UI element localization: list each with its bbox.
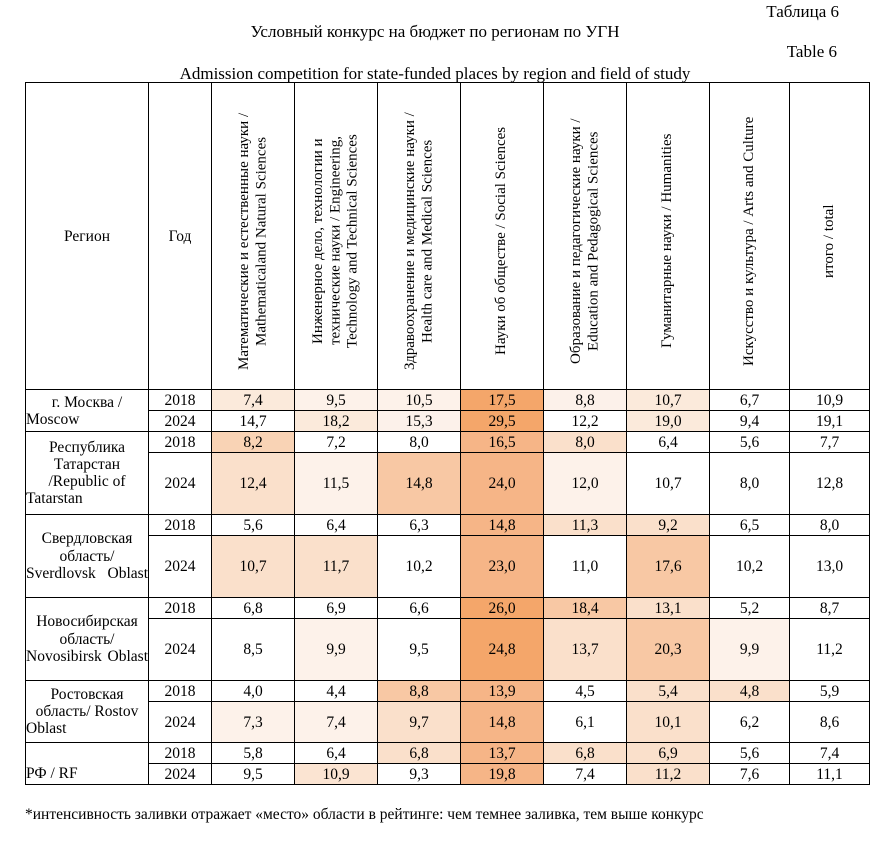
value-cell: 5,6	[710, 432, 790, 453]
value-cell: 10,2	[710, 536, 790, 598]
value-cell: 9,5	[295, 390, 378, 411]
value-cell: 4,4	[295, 681, 378, 702]
value-cell: 19,8	[461, 764, 544, 785]
value-cell: 26,0	[461, 598, 544, 619]
year-cell: 2018	[149, 432, 212, 453]
table-row	[26, 411, 870, 432]
value-cell: 5,9	[790, 681, 870, 702]
value-cell: 8,5	[212, 619, 295, 681]
footnote: *интенсивность заливки отражает «место» области в рейтинге: чем темнее заливка, тем выше конкурс	[25, 806, 704, 823]
value-cell: 13,0	[790, 536, 870, 598]
value-cell: 4,5	[544, 681, 627, 702]
value-cell: 4,0	[212, 681, 295, 702]
value-cell: 7,4	[544, 764, 627, 785]
value-cell: 8,2	[212, 432, 295, 453]
value-cell: 12,0	[544, 453, 627, 515]
table-row	[26, 536, 870, 598]
value-cell: 18,4	[544, 598, 627, 619]
value-cell: 5,6	[710, 743, 790, 764]
value-cell: 6,4	[295, 515, 378, 536]
value-cell: 24,8	[461, 619, 544, 681]
value-cell: 12,4	[212, 453, 295, 515]
value-cell: 8,8	[378, 681, 461, 702]
table-body	[26, 390, 870, 785]
table-row	[26, 681, 870, 702]
value-cell: 14,8	[461, 515, 544, 536]
value-cell: 15,3	[378, 411, 461, 432]
value-cell: 7,4	[295, 702, 378, 743]
year-cell: 2024	[149, 764, 212, 785]
column-header-arts-culture: Искусство и культура / Arts and Culture	[710, 83, 790, 390]
region-name-rf: РФ / RF	[26, 743, 149, 785]
year-cell: 2018	[149, 390, 212, 411]
value-cell: 13,7	[461, 743, 544, 764]
value-cell: 13,9	[461, 681, 544, 702]
year-cell: 2024	[149, 453, 212, 515]
competition-table	[25, 82, 870, 785]
region-name-novosibirsk: Новосибирская область/ Novosibirsk Oblast	[26, 598, 149, 681]
value-cell: 8,0	[378, 432, 461, 453]
year-cell: 2024	[149, 411, 212, 432]
value-cell: 13,7	[544, 619, 627, 681]
value-cell: 8,7	[790, 598, 870, 619]
table-row	[26, 598, 870, 619]
value-cell: 10,5	[378, 390, 461, 411]
value-cell: 6,6	[378, 598, 461, 619]
value-cell: 6,8	[544, 743, 627, 764]
value-cell: 9,3	[378, 764, 461, 785]
value-cell: 7,2	[295, 432, 378, 453]
value-cell: 7,7	[790, 432, 870, 453]
year-cell: 2018	[149, 515, 212, 536]
value-cell: 6,8	[378, 743, 461, 764]
value-cell: 7,3	[212, 702, 295, 743]
table-row	[26, 764, 870, 785]
column-header-natural-sciences: Математические и естественные науки / Mathematicaland Natural Sciences	[212, 83, 295, 390]
region-name-moscow: г. Москва / Moscow	[26, 390, 149, 432]
value-cell: 18,2	[295, 411, 378, 432]
region-name-rostov: Ростовская область/ Rostov Oblast	[26, 681, 149, 743]
value-cell: 20,3	[627, 619, 710, 681]
value-cell: 8,0	[790, 515, 870, 536]
value-cell: 7,6	[710, 764, 790, 785]
value-cell: 9,7	[378, 702, 461, 743]
value-cell: 11,7	[295, 536, 378, 598]
value-cell: 6,4	[627, 432, 710, 453]
year-cell: 2018	[149, 681, 212, 702]
value-cell: 17,6	[627, 536, 710, 598]
column-header-education: Образование и педагогические науки / Education and Pedagogical Sciences	[544, 83, 627, 390]
table-row	[26, 619, 870, 681]
year-cell: 2018	[149, 743, 212, 764]
value-cell: 4,8	[710, 681, 790, 702]
value-cell: 6,2	[710, 702, 790, 743]
year-cell: 2024	[149, 702, 212, 743]
table-row	[26, 743, 870, 764]
year-cell: 2024	[149, 536, 212, 598]
value-cell: 11,5	[295, 453, 378, 515]
value-cell: 23,0	[461, 536, 544, 598]
value-cell: 5,2	[710, 598, 790, 619]
value-cell: 6,8	[212, 598, 295, 619]
value-cell: 6,1	[544, 702, 627, 743]
value-cell: 19,0	[627, 411, 710, 432]
value-cell: 14,7	[212, 411, 295, 432]
value-cell: 10,9	[790, 390, 870, 411]
value-cell: 11,0	[544, 536, 627, 598]
value-cell: 10,1	[627, 702, 710, 743]
value-cell: 12,2	[544, 411, 627, 432]
column-header-total: итого / total	[790, 83, 870, 390]
value-cell: 7,4	[212, 390, 295, 411]
table-row	[26, 515, 870, 536]
value-cell: 9,5	[212, 764, 295, 785]
year-cell: 2024	[149, 619, 212, 681]
value-cell: 10,2	[378, 536, 461, 598]
value-cell: 8,0	[710, 453, 790, 515]
value-cell: 19,1	[790, 411, 870, 432]
column-header-health-care: Здравоохранение и медицинские науки / Health care and Medical Sciences	[378, 83, 461, 390]
region-name-tatarstan: Республика Татарстан /Republic of Tatarstan	[26, 432, 149, 515]
value-cell: 11,2	[790, 619, 870, 681]
table-row	[26, 390, 870, 411]
value-cell: 5,8	[212, 743, 295, 764]
table-title-ru: Условный конкурс на бюджет по регионам по УГН	[250, 22, 620, 41]
column-header-region: Регион	[26, 83, 149, 390]
value-cell: 8,0	[544, 432, 627, 453]
column-header-engineering: Инженерное дело, технологии и технические науки / Engineering, Technology and Technical Sciences	[295, 83, 378, 390]
value-cell: 5,4	[627, 681, 710, 702]
year-cell: 2018	[149, 598, 212, 619]
value-cell: 10,7	[212, 536, 295, 598]
value-cell: 6,3	[378, 515, 461, 536]
value-cell: 5,6	[212, 515, 295, 536]
value-cell: 7,4	[790, 743, 870, 764]
table-number-ru: Таблица 6	[766, 2, 839, 21]
value-cell: 24,0	[461, 453, 544, 515]
value-cell: 16,5	[461, 432, 544, 453]
value-cell: 6,9	[627, 743, 710, 764]
value-cell: 8,8	[544, 390, 627, 411]
value-cell: 10,7	[627, 453, 710, 515]
table-row	[26, 453, 870, 515]
value-cell: 9,9	[295, 619, 378, 681]
table-row	[26, 432, 870, 453]
table-title-en: Admission competition for state-funded places by region and field of study	[179, 64, 691, 83]
value-cell: 11,2	[627, 764, 710, 785]
value-cell: 9,5	[378, 619, 461, 681]
column-header-year: Год	[149, 83, 212, 390]
value-cell: 6,7	[710, 390, 790, 411]
value-cell: 10,9	[295, 764, 378, 785]
column-header-humanities: Гуманитарные науки / Humanities	[627, 83, 710, 390]
value-cell: 29,5	[461, 411, 544, 432]
value-cell: 17,5	[461, 390, 544, 411]
value-cell: 6,9	[295, 598, 378, 619]
value-cell: 8,6	[790, 702, 870, 743]
value-cell: 14,8	[461, 702, 544, 743]
value-cell: 9,2	[627, 515, 710, 536]
region-name-sverdlovsk: Свердловская область/ Sverdlovsk Oblast	[26, 515, 149, 598]
value-cell: 10,7	[627, 390, 710, 411]
value-cell: 12,8	[790, 453, 870, 515]
header-row	[26, 83, 870, 390]
value-cell: 11,1	[790, 764, 870, 785]
value-cell: 6,4	[295, 743, 378, 764]
table-number-en: Table 6	[786, 42, 837, 61]
column-header-social-sciences: Науки об обществе / Social Sciences	[461, 83, 544, 390]
value-cell: 9,4	[710, 411, 790, 432]
value-cell: 13,1	[627, 598, 710, 619]
value-cell: 6,5	[710, 515, 790, 536]
value-cell: 14,8	[378, 453, 461, 515]
value-cell: 9,9	[710, 619, 790, 681]
table-row	[26, 702, 870, 743]
value-cell: 11,3	[544, 515, 627, 536]
